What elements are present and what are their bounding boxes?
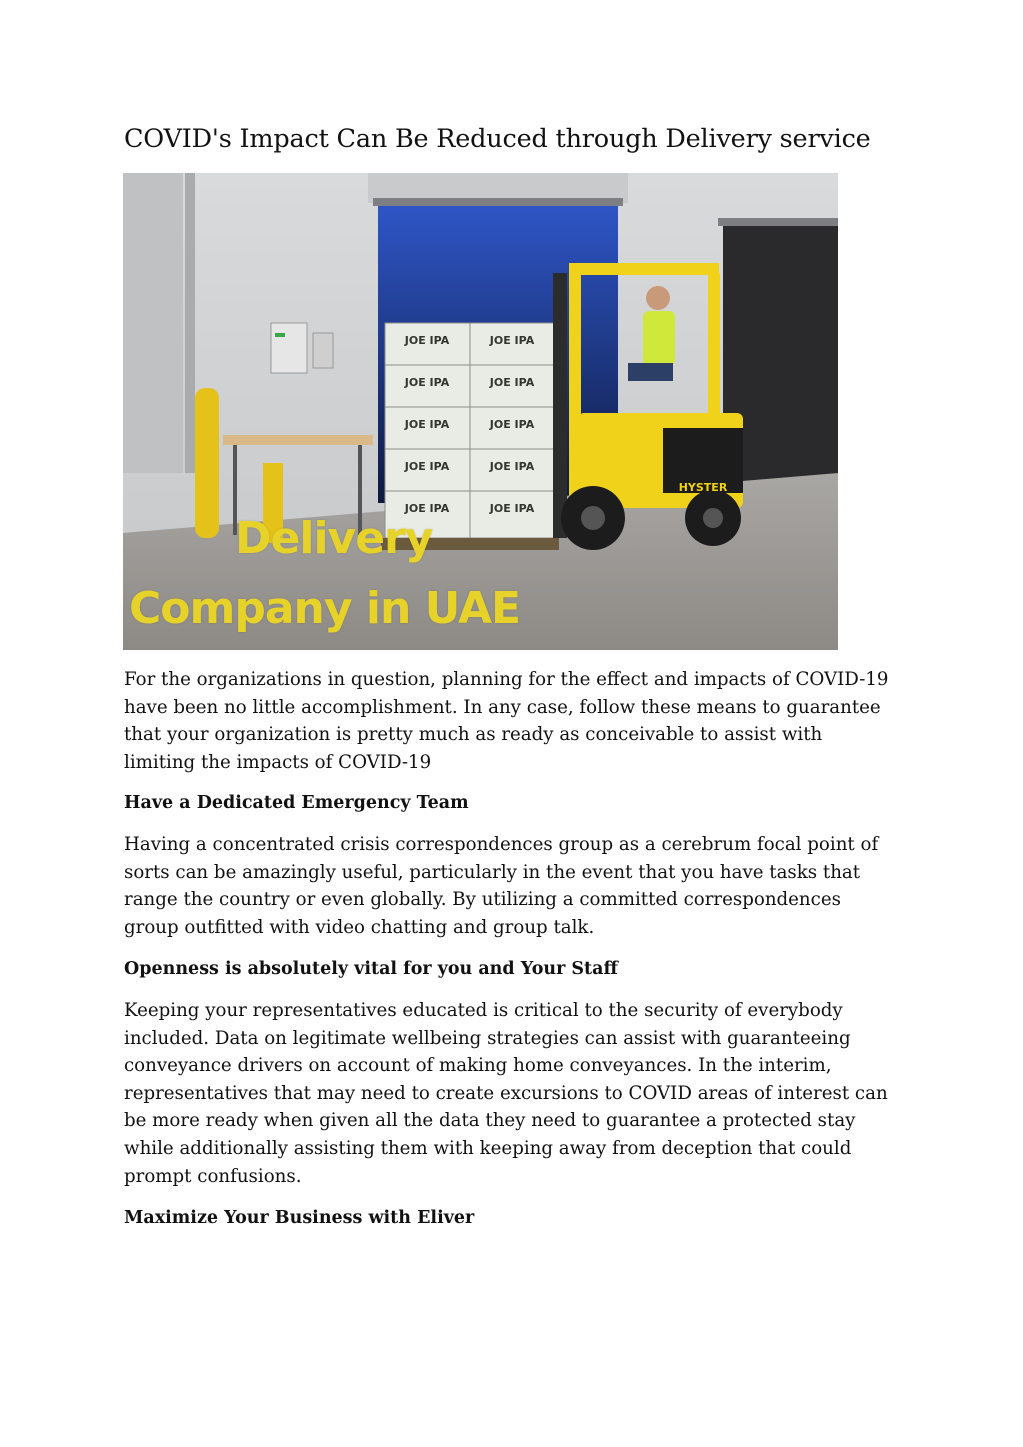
forklift-warehouse-illustration (123, 173, 838, 650)
box-label: JOE IPA (404, 418, 450, 431)
box-label: JOE IPA (489, 418, 535, 431)
forklift-brand-label: HYSTER (678, 481, 728, 494)
section-heading-emergency-team: Have a Dedicated Emergency Team (124, 793, 469, 813)
page-title: COVID's Impact Can Be Reduced through Delivery service (124, 124, 871, 154)
hero-image (123, 173, 838, 650)
box-label: JOE IPA (489, 460, 535, 473)
box-label: JOE IPA (404, 502, 450, 515)
box-label: JOE IPA (489, 334, 535, 347)
paragraph-intro: For the organizations in question, planning for the effect and impacts of COVID-19 have been no little accomplishment. In any case, follow these means to guarantee that your organization is pretty much as ready as conceivable to assist with limiting the impacts of COVID-19 (124, 669, 889, 773)
hero-overlay-line-1: Delivery (235, 513, 433, 564)
section-heading-maximize-business: Maximize Your Business with Eliver (124, 1208, 475, 1228)
box-label: JOE IPA (489, 502, 535, 515)
paragraph-emergency-team: Having a concentrated crisis correspondences group as a cerebrum focal point of sorts can be amazingly useful, particularly in the event that you have tasks that range the country or even globally. By utilizing a committed correspondences group outfitted with video chatting and group talk. (124, 834, 879, 938)
box-label: JOE IPA (489, 376, 535, 389)
box-label: JOE IPA (404, 376, 450, 389)
hero-overlay-line-2: Company in UAE (129, 583, 521, 634)
box-label: JOE IPA (404, 460, 450, 473)
paragraph-openness: Keeping your representatives educated is critical to the security of everybody included. Data on legitimate wellbeing strategies can assist with guaranteeing conveyance drivers on account of making home conveyances. In the interim, representatives that may need to create excursions to COVID areas of interest can be more ready when given all the data they need to guarantee a protected stay while additionally assisting them with keeping away from deception that could prompt confusions. (124, 1000, 888, 1187)
section-heading-openness: Openness is absolutely vital for you and Your Staff (124, 959, 618, 979)
box-label: JOE IPA (404, 334, 450, 347)
